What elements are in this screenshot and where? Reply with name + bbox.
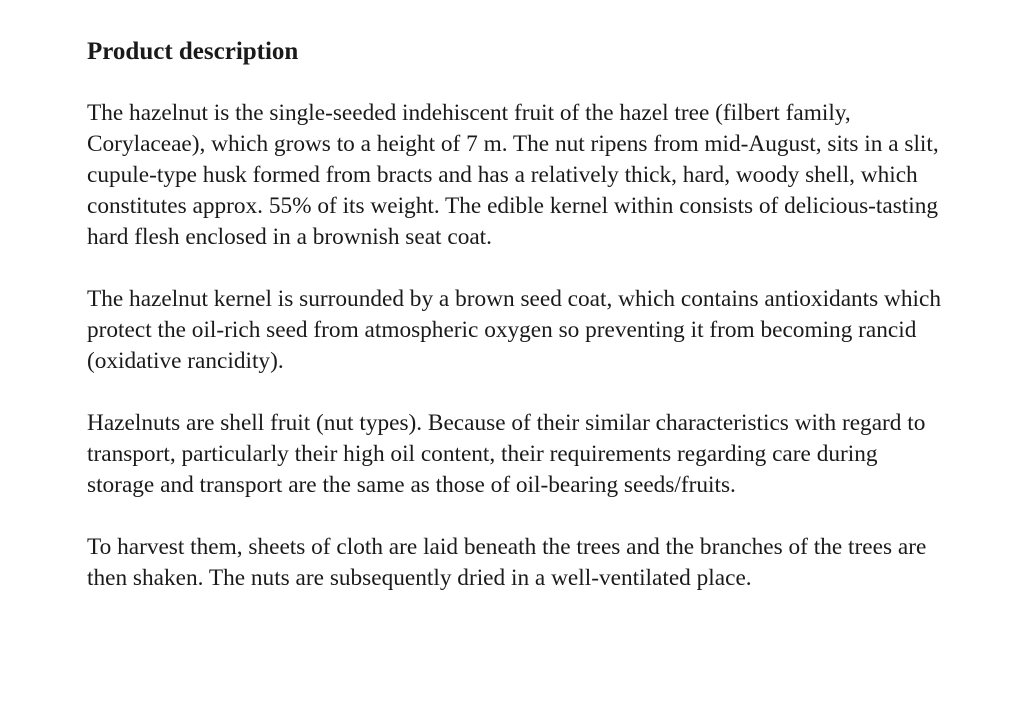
paragraph-transport: Hazelnuts are shell fruit (nut types). Because of their similar characteristics with regard to transport, particularly their high oil content, their requirements regarding care during storage and transport are the same as those of oil-bearing seeds/fruits. xyxy=(87,410,926,498)
paragraph-harvest: To harvest them, sheets of cloth are laid beneath the trees and the branches of the trees are then shaken. The nuts are subsequently dried in a well-ventilated place. xyxy=(87,534,927,591)
section-heading: Product description xyxy=(87,38,299,65)
paragraph-seed-coat: The hazelnut kernel is surrounded by a brown seed coat, which contains antioxidants which protect the oil-rich seed from atmospheric oxygen so preventing it from becoming rancid (oxidative rancidity). xyxy=(87,286,941,374)
paragraph-hazelnut-fruit: The hazelnut is the single-seeded indehiscent fruit of the hazel tree (filbert family, Corylaceae), which grows to a height of 7 m. The nut ripens from mid-August, sits in a slit, cupule-type husk formed from bracts and has a relatively thick, hard, woody shell, which constitutes approx. 55% of its weight. The edible kernel within consists of delicious-tasting hard flesh enclosed in a brownish seat coat. xyxy=(87,100,939,250)
